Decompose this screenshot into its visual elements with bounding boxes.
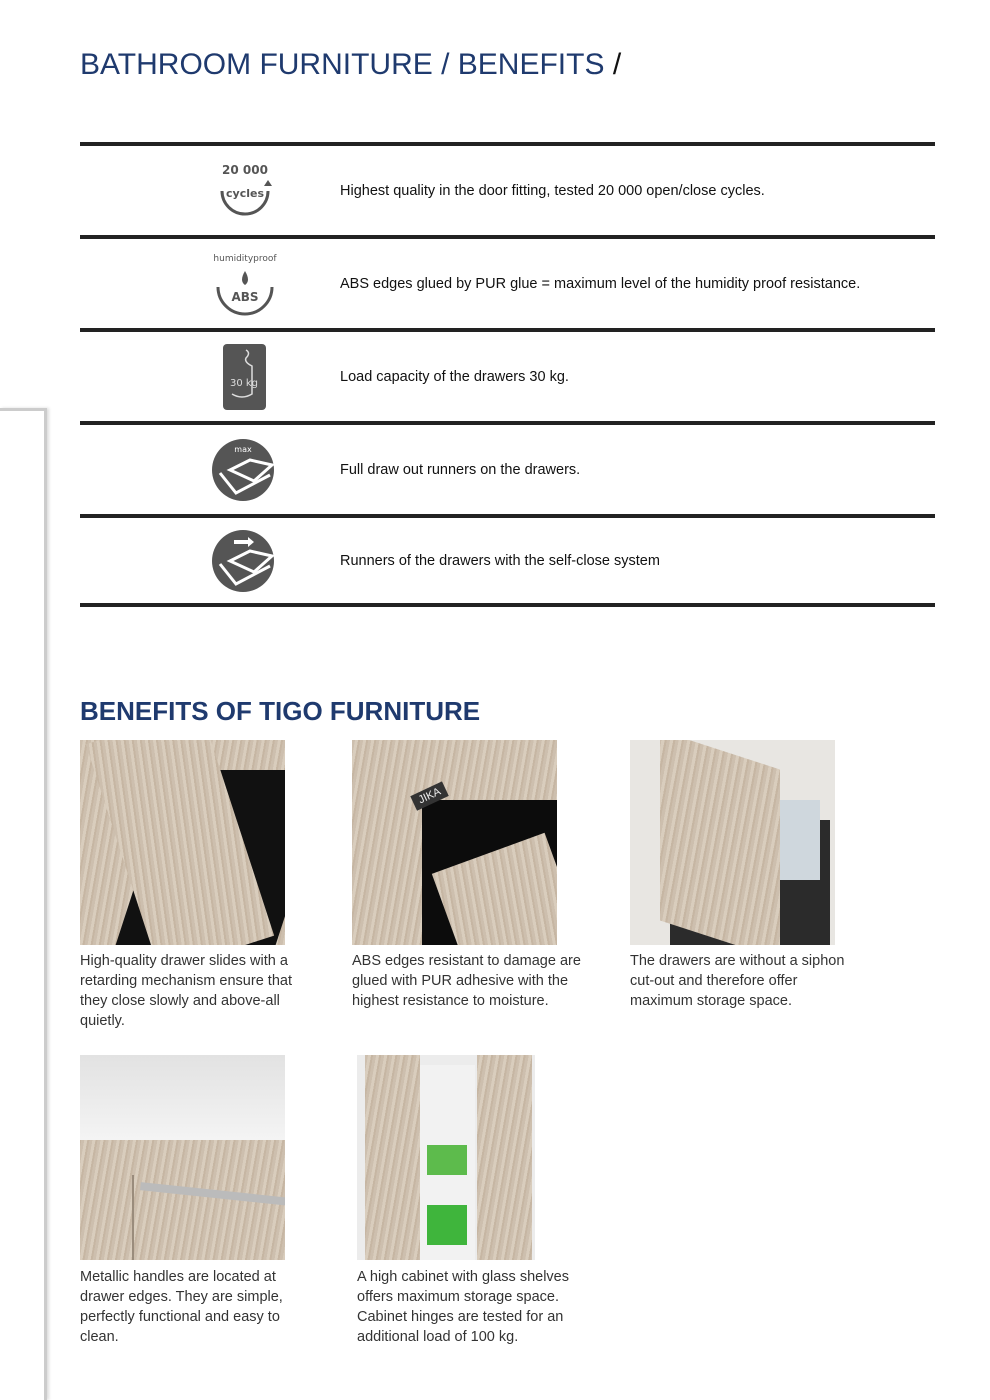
svg-text:ABS: ABS — [231, 289, 259, 304]
photo-caption: ABS edges resistant to damage are glued with PUR adhesive with the highest resistance to moisture. — [352, 953, 581, 1009]
benefit-text: Runners of the drawers with the self-close system — [340, 552, 660, 569]
cycles-icon — [210, 156, 280, 226]
benefit-text: Full draw out runners on the drawers. — [340, 461, 581, 478]
photo-abs-edges — [352, 740, 557, 945]
svg-text:30 kg: 30 kg — [229, 377, 259, 389]
svg-text:cycles: cycles — [226, 186, 264, 200]
full-drawout-icon — [210, 435, 280, 505]
photo-high-cabinet — [357, 1055, 535, 1260]
photo-drawer-slides — [80, 740, 285, 945]
benefit-row — [80, 328, 935, 421]
benefit-row — [80, 421, 935, 514]
brand-logo: JIKA — [410, 781, 449, 810]
benefit-text: ABS edges glued by PUR glue = maximum level of the humidity proof resistance. — [340, 275, 861, 292]
benefits-table — [80, 142, 935, 607]
page-edge-decoration — [0, 408, 47, 1400]
page-title: BATHROOM FURNITURE / BENEFITS / — [80, 48, 622, 81]
weight-icon — [210, 342, 280, 412]
benefit-row — [80, 514, 935, 607]
benefit-text: Highest quality in the door fitting, tested 20 000 open/close cycles. — [340, 182, 765, 199]
svg-text:max: max — [234, 444, 252, 454]
photo-metallic-handles — [80, 1055, 285, 1260]
photo-caption: High-quality drawer slides with a retarding mechanism ensure that they close slowly and above-all quietly. — [80, 953, 292, 1029]
svg-text:humidityproof: humidityproof — [213, 253, 277, 264]
photo-drawer-storage — [630, 740, 835, 945]
section-title: BENEFITS OF TIGO FURNITURE — [80, 696, 481, 726]
svg-text:20 000: 20 000 — [222, 162, 268, 177]
benefit-row — [80, 235, 935, 328]
benefit-row — [80, 142, 935, 235]
photo-caption: Metallic handles are located at drawer edges. They are simple, perfectly functional and easy to clean. — [80, 1269, 283, 1345]
benefit-text: Load capacity of the drawers 30 kg. — [340, 368, 569, 385]
humidity-proof-icon — [210, 249, 280, 319]
photo-caption: The drawers are without a siphon cut-out and therefore offer maximum storage space. — [630, 953, 845, 1009]
self-close-icon — [210, 526, 280, 596]
photo-caption: A high cabinet with glass shelves offers maximum storage space. Cabinet hinges are tested for an additional load of 100 kg. — [357, 1269, 569, 1345]
